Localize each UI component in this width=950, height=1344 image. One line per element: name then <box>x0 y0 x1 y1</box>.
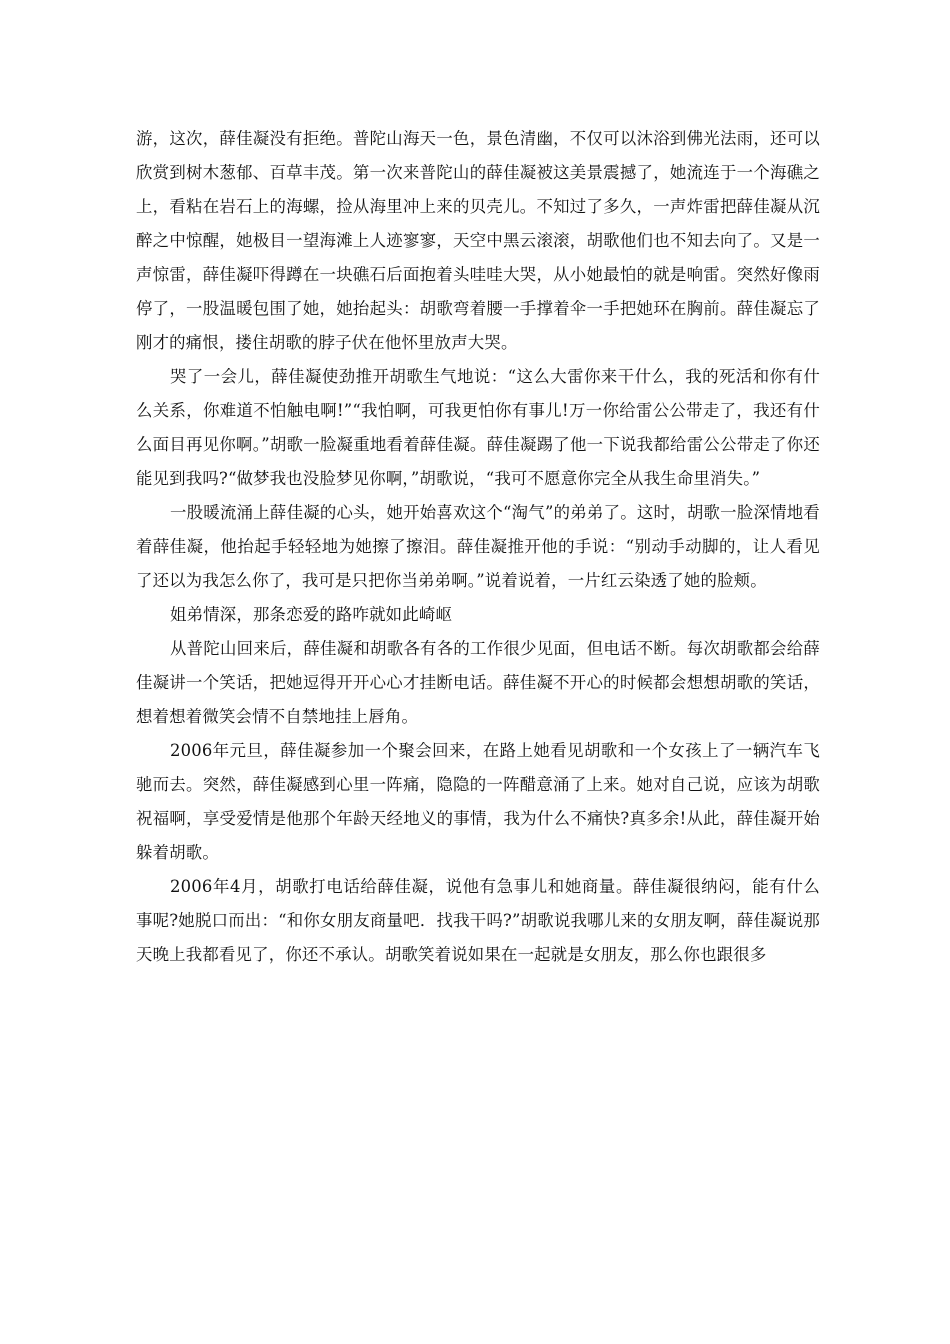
paragraph-2: 哭了一会儿，薛佳凝使劲推开胡歌生气地说：“这么大雷你来干什么，我的死活和你有什么关系，你难道不怕触电啊!”“我怕啊，可我更怕你有事儿!万一你给雷公公带走了，我还有什么面目再见你啊。”胡歌一脸凝重地看着薛佳凝。薛佳凝踢了他一下说我都给雷公公带走了你还能见到我吗?“做梦我也没脸梦见你啊，”胡歌说，“我可不愿意你完全从我生命里消失。” <box>136 367 820 488</box>
section-heading: 姐弟情深，那条恋爱的路咋就如此崎岖 <box>170 605 453 624</box>
paragraph-3: 一股暖流涌上薛佳凝的心头，她开始喜欢这个“淘气”的弟弟了。这时，胡歌一脸深情地看着薛佳凝，他抬起手轻轻地为她擦了擦泪。薛佳凝推开他的手说：“别动手动脚的，让人看见了还以为我怎么你了，我可是只把你当弟弟啊。”说着说着，一片红云染透了她的脸颊。 <box>136 503 820 590</box>
paragraph-6: 2006年4月，胡歌打电话给薛佳凝，说他有急事儿和她商量。薛佳凝很纳闷，能有什么事呢?她脱口而出：“和你女朋友商量吧．找我干吗?”胡歌说我哪儿来的女朋友啊，薛佳凝说那天晚上我都看见了，你还不承认。胡歌笑着说如果在一起就是女朋友，那么你也跟很多 <box>136 877 820 964</box>
paragraph-1: 游，这次，薛佳凝没有拒绝。普陀山海天一色，景色清幽，不仅可以沐浴到佛光法雨，还可以欣赏到树木葱郁、百草丰茂。第一次来普陀山的薛佳凝被这美景震撼了，她流连于一个海礁之上，看粘在岩石上的海螺，捡从海里冲上来的贝壳儿。不知过了多久，一声炸雷把薛佳凝从沉醉之中惊醒，她极目一望海滩上人迹寥寥，天空中黑云滚滚，胡歌他们也不知去向了。又是一声惊雷，薛佳凝吓得蹲在一块礁石后面抱着头哇哇大哭，从小她最怕的就是响雷。突然好像雨停了，一股温暖包围了她，她抬起头：胡歌弯着腰一手撑着伞一手把她环在胸前。薛佳凝忘了刚才的痛恨，搂住胡歌的脖子伏在他怀里放声大哭。 <box>136 129 820 352</box>
paragraph-5: 2006年元旦，薛佳凝参加一个聚会回来，在路上她看见胡歌和一个女孩上了一辆汽车飞驰而去。突然，薛佳凝感到心里一阵痛，隐隐的一阵醋意涌了上来。她对自己说，应该为胡歌祝福啊，享受爱情是他那个年龄天经地义的事情，我为什么不痛快?真多余!从此，薛佳凝开始躲着胡歌。 <box>136 741 820 862</box>
body-text <box>136 122 820 972</box>
paragraph-4: 从普陀山回来后，薛佳凝和胡歌各有各的工作很少见面，但电话不断。每次胡歌都会给薛佳凝讲一个笑话，把她逗得开开心心才挂断电话。薛佳凝不开心的时候都会想想胡歌的笑话，想着想着微笑会情不自禁地挂上唇角。 <box>136 639 820 726</box>
